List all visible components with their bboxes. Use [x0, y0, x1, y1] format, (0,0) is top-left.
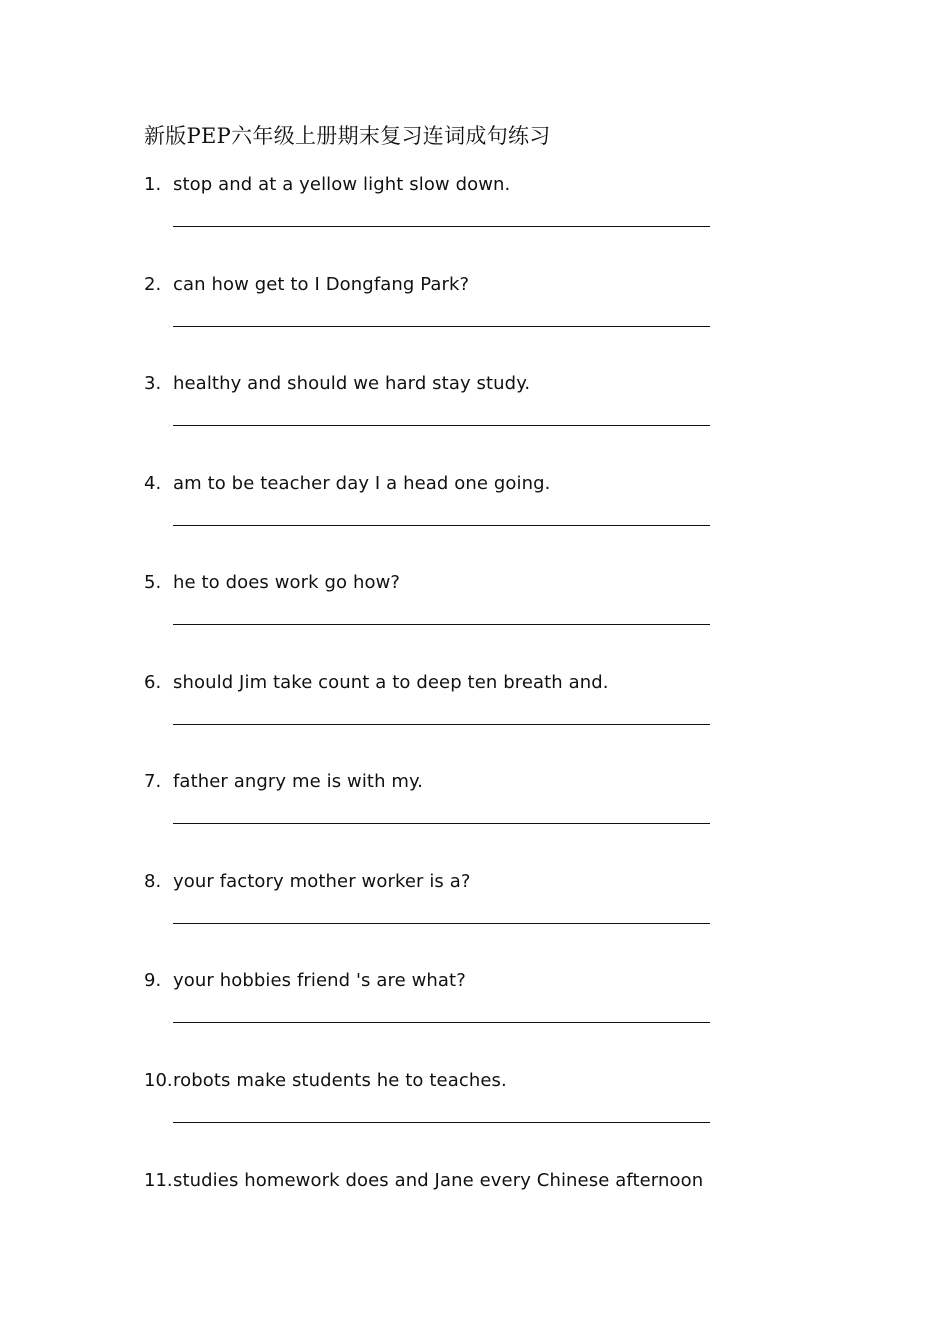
- answer-line[interactable]: [173, 525, 710, 526]
- question-text: father angry me is with my.: [173, 771, 424, 792]
- answer-line[interactable]: [173, 425, 710, 426]
- question-text: stop and at a yellow light slow down.: [173, 174, 511, 195]
- question-item: [144, 968, 744, 1068]
- question-number: 7.: [144, 771, 162, 792]
- question-text: your factory mother worker is a?: [173, 871, 471, 892]
- question-text: healthy and should we hard stay study.: [173, 373, 531, 394]
- question-text: he to does work go how?: [173, 572, 401, 593]
- answer-line[interactable]: [173, 923, 710, 924]
- question-item: [144, 272, 744, 372]
- answer-line[interactable]: [173, 226, 710, 227]
- answer-line[interactable]: [173, 624, 710, 625]
- answer-line[interactable]: [173, 1122, 710, 1123]
- question-item: [144, 769, 744, 869]
- answer-line[interactable]: [173, 724, 710, 725]
- question-item: [144, 371, 744, 471]
- question-number: 2.: [144, 274, 162, 295]
- question-number: 11.: [144, 1170, 173, 1191]
- question-item: [144, 1168, 744, 1198]
- question-item: [144, 670, 744, 770]
- question-number: 8.: [144, 871, 162, 892]
- answer-line[interactable]: [173, 823, 710, 824]
- question-number: 1.: [144, 174, 162, 195]
- answer-line[interactable]: [173, 1022, 710, 1023]
- question-text: studies homework does and Jane every Chinese afternoon: [173, 1170, 704, 1191]
- question-item: [144, 471, 744, 571]
- question-number: 6.: [144, 672, 162, 693]
- question-number: 4.: [144, 473, 162, 494]
- question-number: 3.: [144, 373, 162, 394]
- question-item: [144, 1068, 744, 1168]
- worksheet-title: 新版PEP六年级上册期末复习连词成句练习: [144, 124, 551, 148]
- question-number: 10.: [144, 1070, 173, 1091]
- question-text: your hobbies friend 's are what?: [173, 970, 466, 991]
- question-text: am to be teacher day I a head one going.: [173, 473, 551, 494]
- question-number: 9.: [144, 970, 162, 991]
- question-number: 5.: [144, 572, 162, 593]
- question-item: [144, 869, 744, 969]
- question-text: can how get to I Dongfang Park?: [173, 274, 470, 295]
- question-text: should Jim take count a to deep ten breath and.: [173, 672, 609, 693]
- question-item: [144, 570, 744, 670]
- answer-line[interactable]: [173, 326, 710, 327]
- question-text: robots make students he to teaches.: [173, 1070, 507, 1091]
- question-item: [144, 172, 744, 272]
